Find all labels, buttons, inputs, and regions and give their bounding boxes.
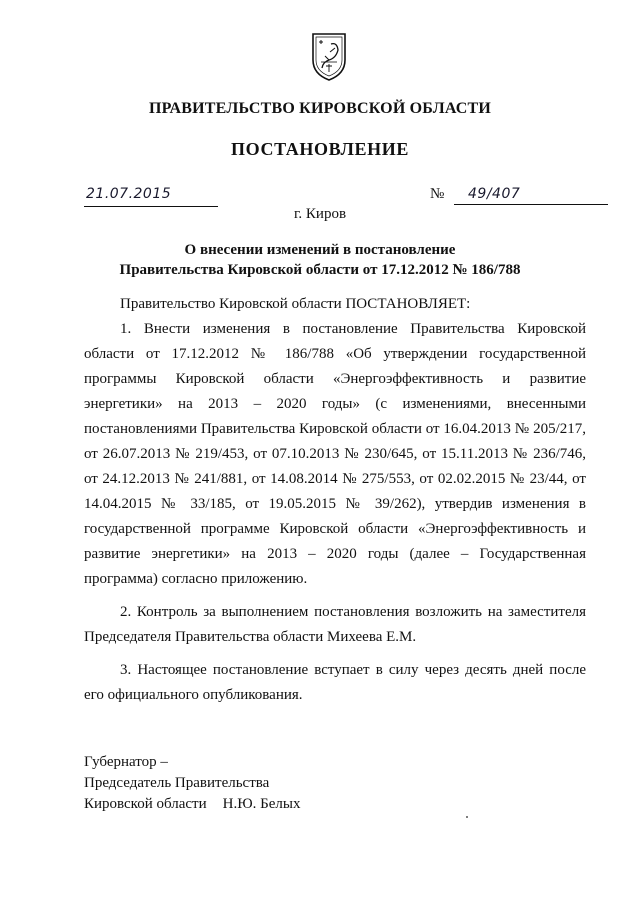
handwritten-number: 49/407	[468, 186, 521, 202]
handwritten-date: 21.07.2015	[86, 186, 172, 202]
number-field	[430, 186, 610, 206]
body-text	[84, 292, 586, 708]
subject-line-1: О внесении изменений в постановление	[184, 242, 456, 258]
subject-heading	[0, 240, 640, 280]
paragraph-item-3: 3. Настоящее постановление вступает в силу через десять дней после его официального опубликования.	[84, 662, 586, 703]
signature-line-2: Председатель Правительства	[84, 775, 270, 791]
city: г. Киров	[293, 206, 347, 222]
number-sign: №	[430, 186, 445, 202]
signature-block	[84, 752, 300, 815]
number-line	[454, 186, 608, 205]
paragraph-item-2: 2. Контроль за выполнением постановления возложить на заместителя Председателя Правительства области Михеева Е.М.	[84, 604, 586, 645]
signatory-name: Н.Ю. Белых	[222, 796, 301, 812]
subject-line-2: Правительства Кировской области от 17.12.2012 № 186/788	[119, 262, 521, 278]
signature-line-1: Губернатор –	[84, 754, 168, 770]
organization-title: ПРАВИТЕЛЬСТВО КИРОВСКОЙ ОБЛАСТИ	[148, 100, 492, 117]
signature-line-3	[84, 794, 300, 815]
coat-of-arms-icon	[309, 30, 349, 82]
paragraph-item-1: 1. Внести изменения в постановление Правительства Кировской области от 17.12.2012 № 186/788 «Об утверждении государственной программы Кировской области «Энергоэффективность и развитие энергетики» на 2013 – 2020 годы» (с изменениями, внесенными постановлениями Правительства Кировской области от 16.04.2013 № 205/217, от 26.07.2013 № 219/453, от 07.10.2013 № 230/645, от 15.11.2013 № 236/746, от 24.12.2013 № 241/881, от 14.08.2014 № 275/553, от 02.02.2015 № 23/44, от 14.04.2015 № 33/185, от 19.05.2015 № 39/262), утвердив изменения в государственной программе Кировской области «Энергоэффективность и развитие энергетики» на 2013 – 2020 годы (далее – Государственная программа) согласно приложению.	[84, 321, 586, 587]
signature-region: Кировской области	[84, 796, 207, 812]
date-field	[84, 188, 218, 207]
scan-speck	[466, 816, 468, 818]
preamble: Правительство Кировской области ПОСТАНОВЛЯЕТ:	[120, 296, 471, 312]
document-type: ПОСТАНОВЛЕНИЕ	[231, 139, 409, 159]
